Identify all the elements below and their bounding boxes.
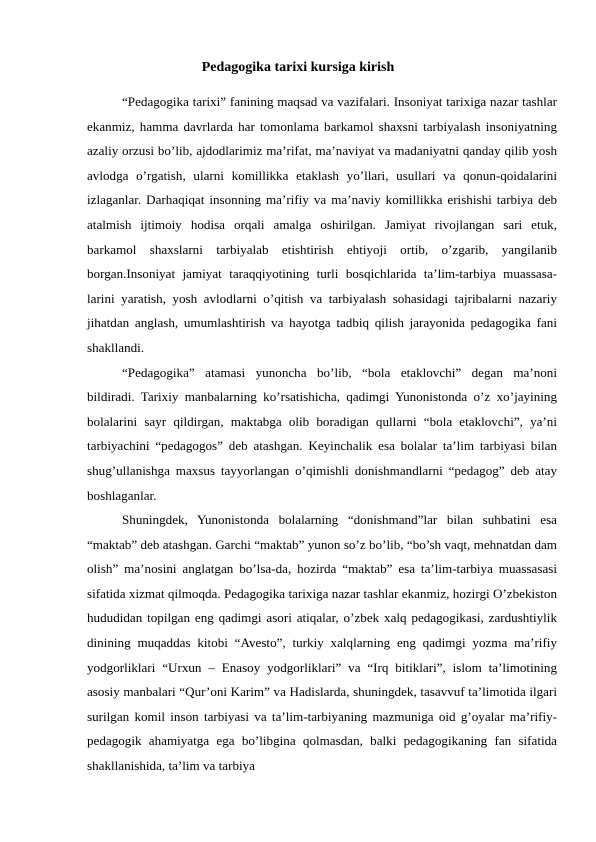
paragraph: “Pedagogika tarixi” fanining maqsad va vazifalari. Insoniyat tarixiga nazar tashlar ekanmiz, hamma davrlarda har tomonlama barkamol shaxsni tarbiyalash insoniyatning azaliy orzusi bo’lib, ajdodlarimiz ma’rifat, ma’naviyat va madaniyatni qanday qilib yosh avlodga o’rgatish, ularni komillikka etaklash yo’llari, usullari va qonun-qoidalarini izlaganlar. Darhaqiqat insonning ma’rifiy va ma’naviy komillikka erishishi tarbiya deb atalmish ijtimoiy hodisa orqali amalga oshirilgan. Jamiyat rivojlangan sari etuk, barkamol shaxslarni tarbiyalab etishtirish ehtiyoji ortib, o’zgarib, yangilanib borgan.Insoniyat jamiyat taraqqiyotining turli bosqichlarida ta’lim-tarbiya muassasa-larini yaratish, yosh avlodlarni o’qitish va tarbiyalash sohasidagi tajribalarni nazariy jihatdan anglash, umumlashtirish va hayotga tadbiq qilish jarayonida pedagogika fani shakllandi. — [87, 94, 557, 355]
paragraph: “Pedagogika” atamasi yunoncha bo’lib, “bola etaklovchi” degan ma’noni bildiradi. Tarixiy manbalarning ko’rsatishicha, qadimgi Yunonistonda o’z xo’jayining bolalarini sayr qildirgan, maktabga olib boradigan qullarni “bola etaklovchi”, ya’ni tarbiyachini “pedagogos” deb atashgan. Keyinchalik esa bolalar ta’lim tarbiyasi bilan shug’ullanishga maxsus tayyorlangan o’qimishli donishmandlarni “pedagog” deb atay boshlaganlar. — [87, 364, 557, 503]
document-body — [87, 90, 557, 779]
document-title: Pedagogika tarixi kursiga kirish — [201, 60, 395, 75]
paragraph: Shuningdek, Yunonistonda bolalarning “donishmand”lar bilan suhbatini esa “maktab” deb atashgan. Garchi “maktab” yunon so’z bo’lib, “bo’sh vaqt, mehnatdan dam olish” ma’nosini anglatgan bo’lsa-da, hozirda “maktab” esa ta’lim-tarbiya muassasasi sifatida xizmat qilmoqda. Pedagogika tarixiga nazar tashlar ekanmiz, hozirgi O’zbekiston hududidan topilgan eng qadimgi asori atiqalar, o’zbek xalq pedagogikasi, zardushtiylik dinining muqaddas kitobi “Avesto”, turkiy xalqlarning eng qadimgi yozma ma’rifiy yodgorliklari “Urxun – Enasoy yodgorliklari” va “Irq bitiklari”, islom ta’limotining asosiy manbalari “Qur’oni Karim” va Hadislarda, shuningdek, tasavvuf ta’limotida ilgari surilgan komil inson tarbiyasi va ta’lim-tarbiyaning mazmuniga oid g’oyalar ma’rifiy-pedagogik ahamiyatga ega bo’libgina qolmasdan, balki pedagogikaning fan sifatida shakllanishida, ta’lim va tarbiya — [87, 512, 557, 774]
